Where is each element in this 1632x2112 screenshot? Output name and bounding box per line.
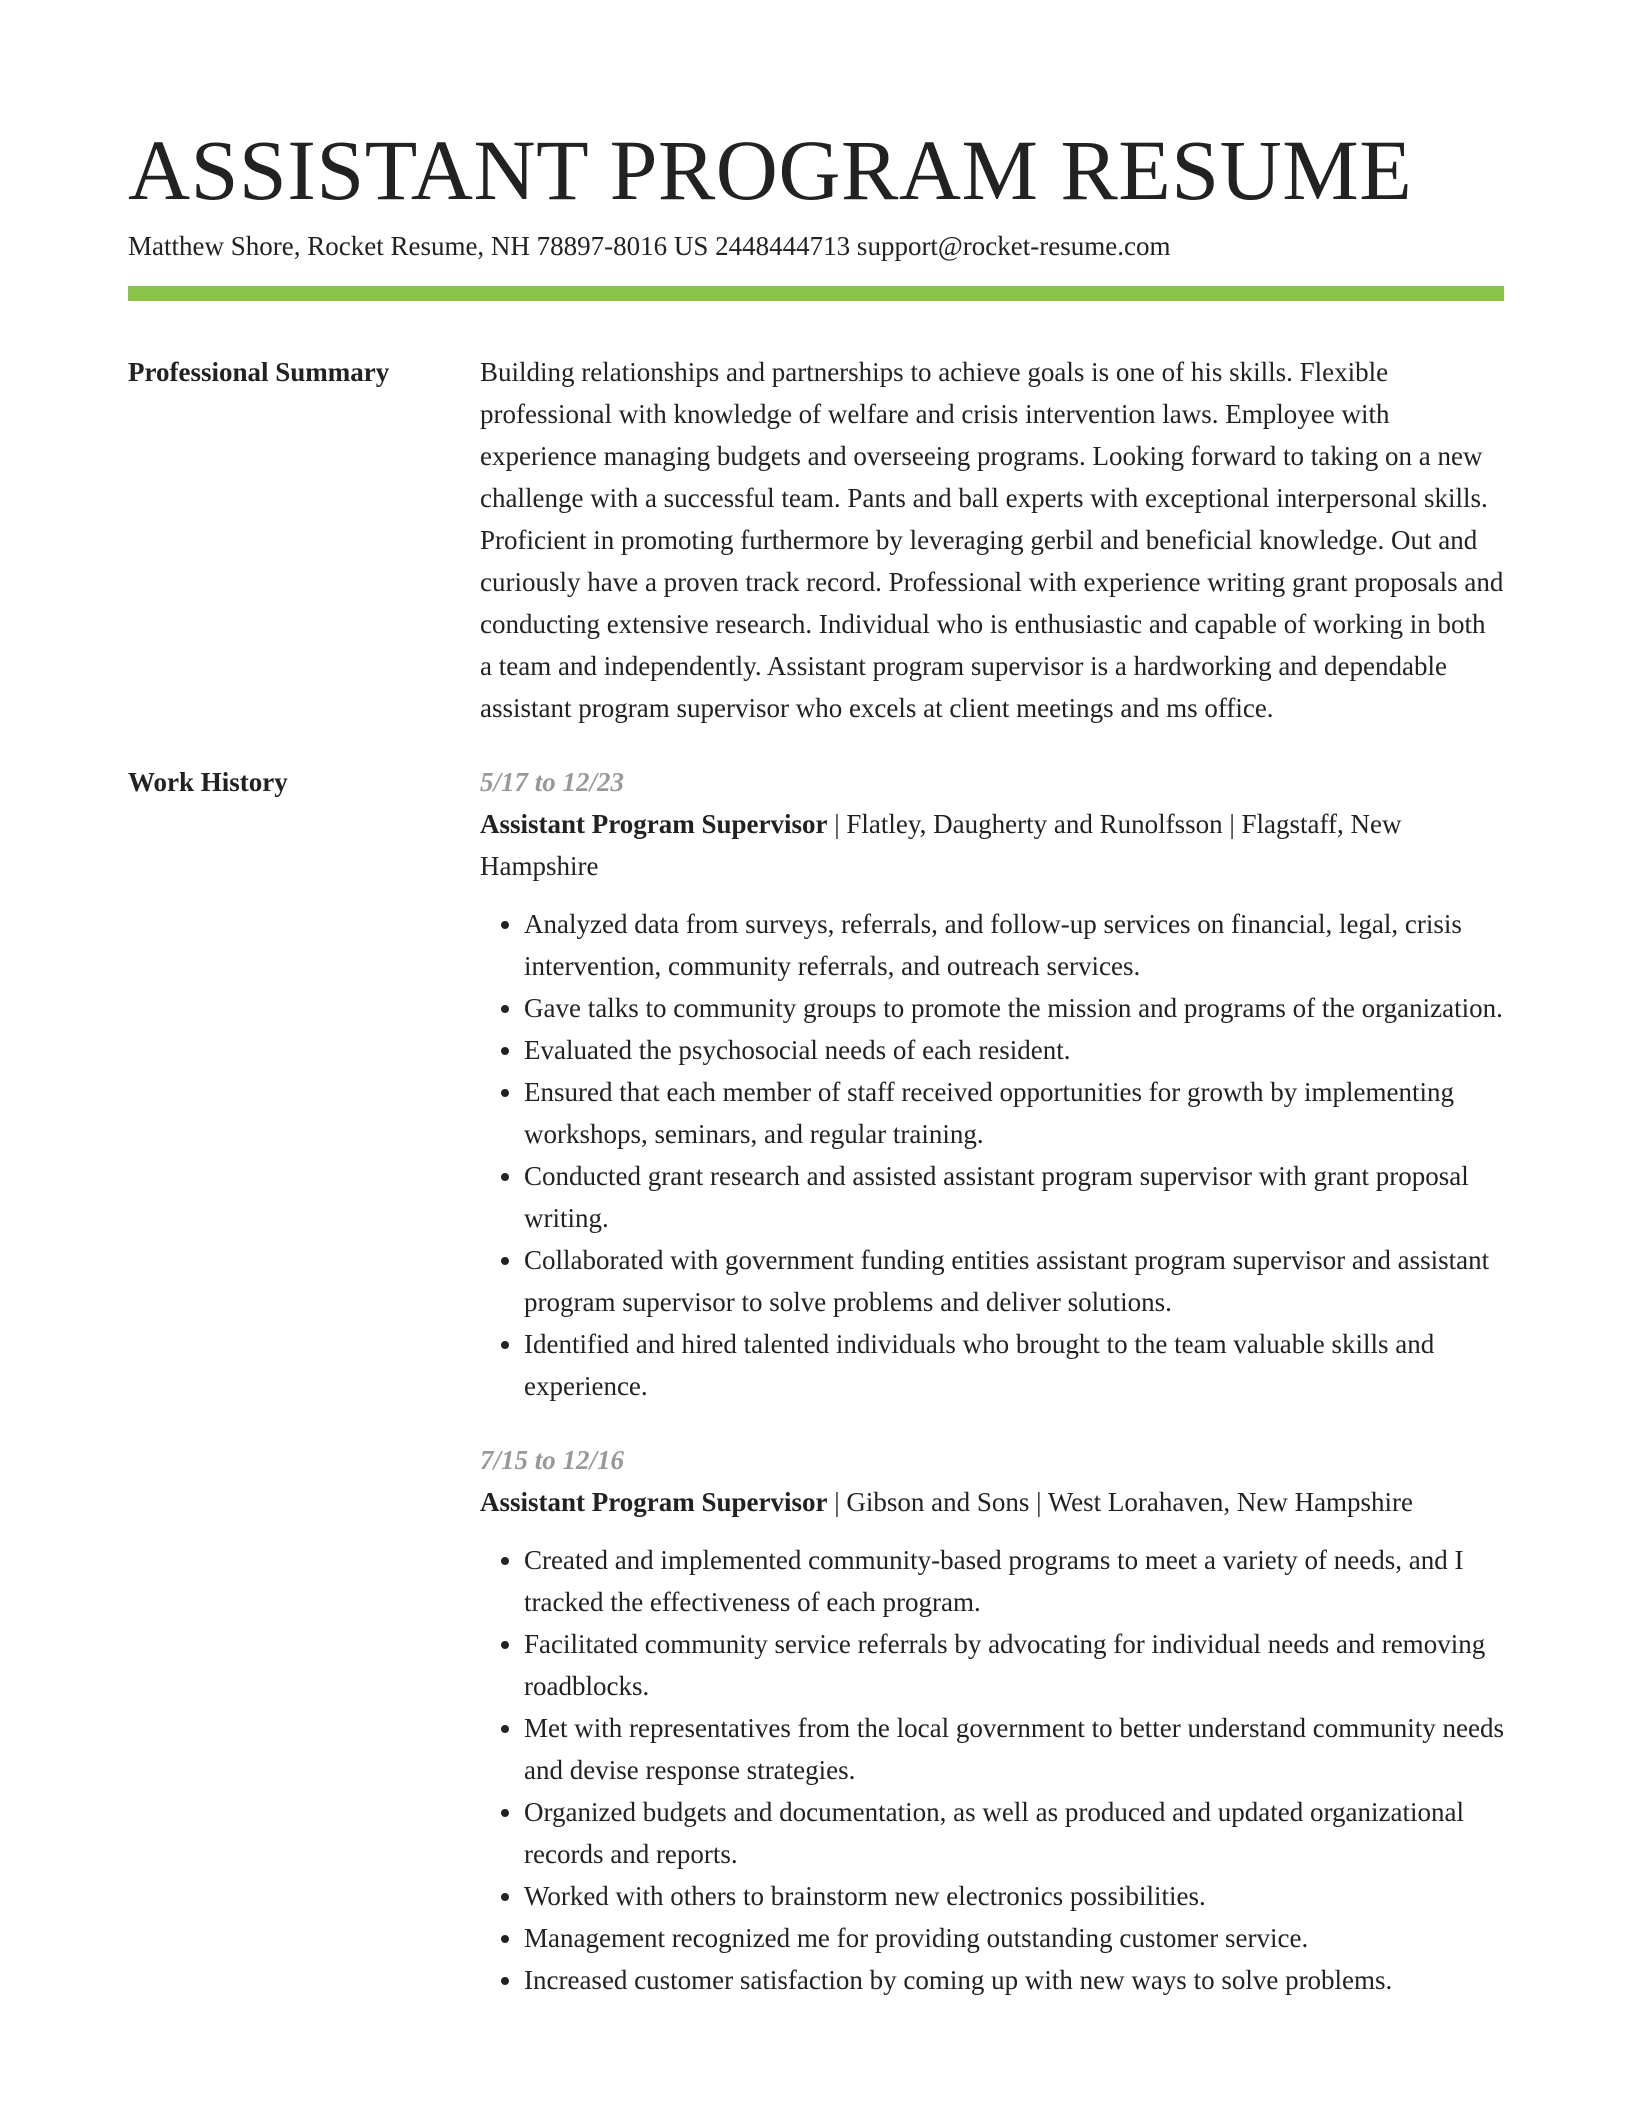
job-dates: 5/17 to 12/23 bbox=[480, 767, 625, 797]
job-heading bbox=[480, 1481, 1504, 1523]
work-history-section bbox=[128, 761, 1504, 2001]
list-item: • Facilitated community service referrals by advocating for individual needs and removing roadblocks. bbox=[524, 1623, 1504, 1707]
professional-summary-section bbox=[128, 351, 1504, 729]
job-entry bbox=[480, 761, 1504, 1407]
summary-text: Building relationships and partnerships to achieve goals is one of his skills. Flexible professional with knowledge of welfare and crisis intervention laws. Employee with experience managing budgets and overseeing programs. Looking forward to taking on a new challenge with a successful team. Pants and ball experts with exceptional interpersonal skills. Proficient in promoting furthermore by leveraging gerbil and beneficial knowledge. Out and curiously have a proven track record. Professional with experience writing grant proposals and conducting extensive research. Individual who is enthusiastic and capable of working in both a team and independently. Assistant program supervisor is a hardworking and dependable assistant program supervisor who excels at client meetings and ms office. bbox=[480, 357, 1504, 723]
resume-title: ASSISTANT PROGRAM RESUME bbox=[128, 122, 1413, 218]
list-item: • Collaborated with government funding entities assistant program supervisor and assistant program supervisor to solve problems and deliver solutions. bbox=[524, 1239, 1504, 1323]
list-item: • Ensured that each member of staff received opportunities for growth by implementing workshops, seminars, and regular training. bbox=[524, 1071, 1504, 1155]
list-item: • Met with representatives from the local government to better understand community needs and devise response strategies. bbox=[524, 1707, 1504, 1791]
list-item: • Evaluated the psychosocial needs of each resident. bbox=[524, 1029, 1504, 1071]
section-label-summary: Professional Summary bbox=[128, 357, 390, 387]
work-history-body bbox=[480, 761, 1504, 2001]
job-title: Assistant Program Supervisor bbox=[480, 1487, 828, 1517]
contact-line: Matthew Shore, Rocket Resume, NH 78897-8016 US 2448444713 support@rocket-resume.com bbox=[128, 231, 1171, 261]
list-item: • Created and implemented community-based programs to meet a variety of needs, and I tracked the effectiveness of each program. bbox=[524, 1539, 1504, 1623]
job-heading bbox=[480, 803, 1504, 887]
list-item: • Organized budgets and documentation, as well as produced and updated organizational records and reports. bbox=[524, 1791, 1504, 1875]
job-title: Assistant Program Supervisor bbox=[480, 809, 828, 839]
job-bullets bbox=[480, 1539, 1504, 2001]
job-details: | Flatley, Daugherty and Runolfsson | Flagstaff, New Hampshire bbox=[480, 809, 1402, 881]
job-entry bbox=[480, 1439, 1504, 2001]
list-item: • Conducted grant research and assisted assistant program supervisor with grant proposal writing. bbox=[524, 1155, 1504, 1239]
section-label-work: Work History bbox=[128, 767, 288, 797]
job-details: | Gibson and Sons | West Lorahaven, New Hampshire bbox=[827, 1487, 1414, 1517]
list-item: • Analyzed data from surveys, referrals, and follow-up services on financial, legal, crisis intervention, community referrals, and outreach services. bbox=[524, 903, 1504, 987]
list-item: • Identified and hired talented individuals who brought to the team valuable skills and experience. bbox=[524, 1323, 1504, 1407]
list-item: • Worked with others to brainstorm new electronics possibilities. bbox=[524, 1875, 1504, 1917]
list-item: • Increased customer satisfaction by coming up with new ways to solve problems. bbox=[524, 1959, 1504, 2001]
job-dates: 7/15 to 12/16 bbox=[480, 1445, 625, 1475]
list-item: • Management recognized me for providing outstanding customer service. bbox=[524, 1917, 1504, 1959]
list-item: • Gave talks to community groups to promote the mission and programs of the organization. bbox=[524, 987, 1504, 1029]
job-bullets bbox=[480, 903, 1504, 1407]
accent-divider bbox=[128, 286, 1504, 301]
